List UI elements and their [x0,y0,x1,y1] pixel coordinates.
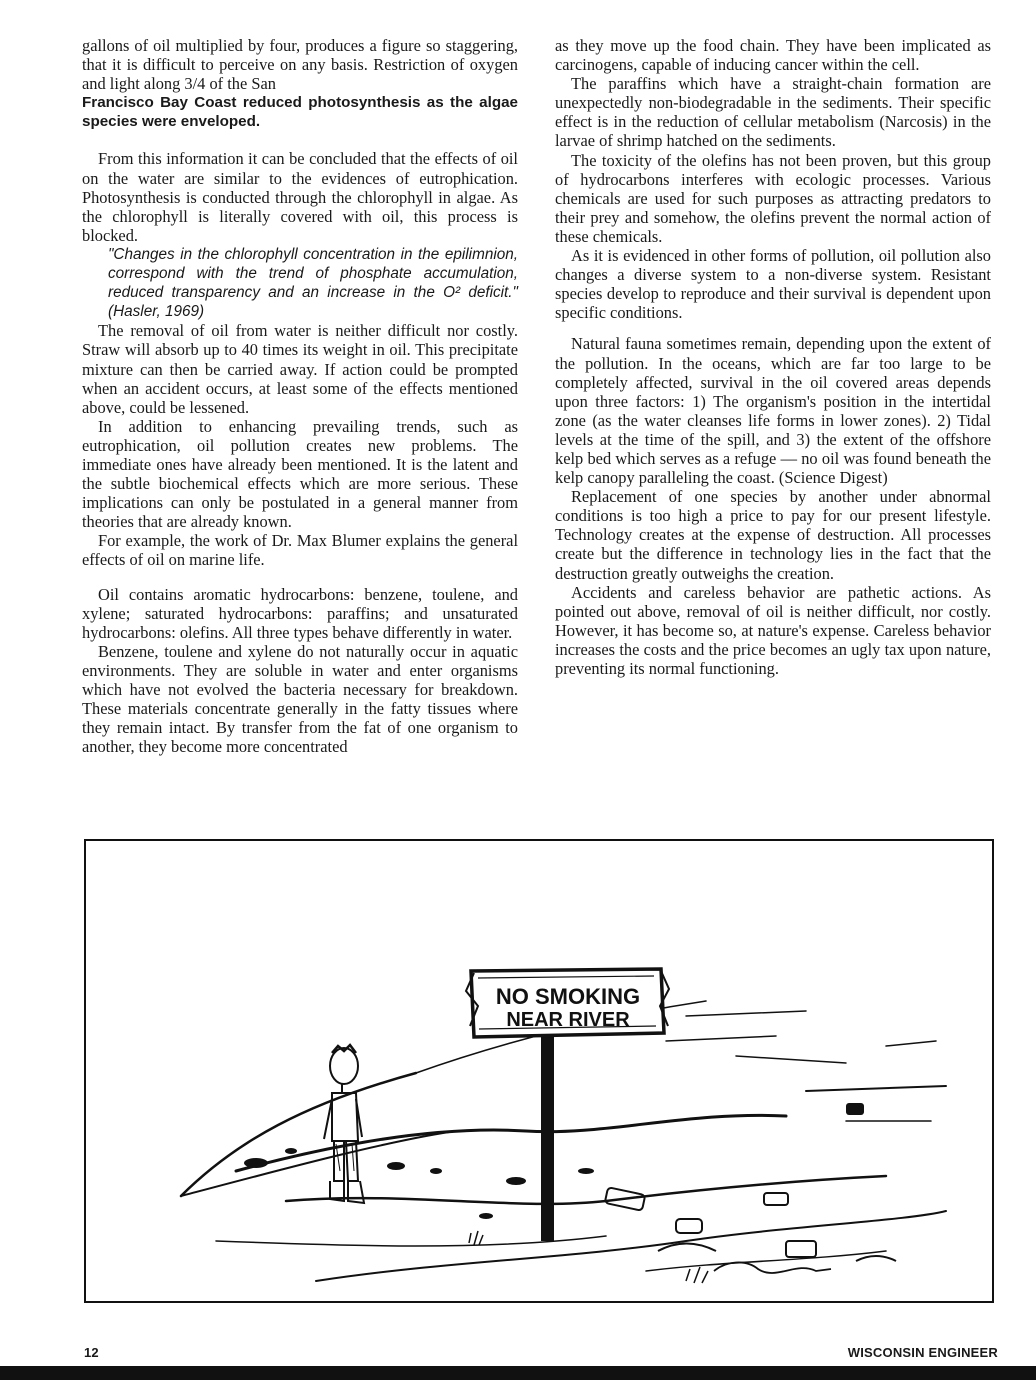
block-quote: "Changes in the chlorophyll concentration in the epilimnion, correspond with the trend of phosphate accumulation, reduced transparency and an increase in the O² deficit." (Hasler, 1969) [108,245,518,321]
paragraph: From this information it can be concluded that the effects of oil on the water are similar to the evidences of eutrophication. Photosynthesis is conducted through the chlorophyll in algae. As the chlorophyll is literally covered with oil, this process is blocked. [82,149,518,245]
boy-figure [324,1045,364,1203]
cartoon-drawing [86,841,991,1300]
paragraph: as they move up the food chain. They have been implicated as carcinogens, capable of inducing cancer within the cell. [555,36,991,75]
paragraph: Benzene, toulene and xylene do not naturally occur in aquatic environments. They are soluble in water and enter organisms which have not evolved the bacteria necessary for breakdown. These materials concentrate generally in the fatty tissues where they remain intact. By transfer from the fat of one organism to another, they become more concentrated [82,641,518,757]
near-bank-line [181,1073,416,1196]
paragraph: Natural fauna sometimes remain, depending upon the extent of the pollution. In the oceans, which are far too large to be completely affected, survival in the oil covered areas depends upon three factors: 1) The organism's position in the intertidal zone (as the water cleanses life forms in lower zones). 2) Tidal levels at the time of the spill, and 3) the extent of the offshore kelp bed which serves as a refuge — no oil was found beneath the kelp canopy paralleling the coast. (Science Digest) [555,334,991,488]
page-number: 12 [84,1345,99,1360]
paragraph: Replacement of one species by another under abnormal conditions is too high a price to pay for our present lifestyle. Technology creates at the expense of destruction. All processes create but the difference in technology lies in the fact that the destruction greatly outweighs the creation. [555,487,991,583]
scan-edge-bar [0,1366,1036,1380]
paragraph: The removal of oil from water is neither difficult nor costly. Straw will absorb up to 40 times its weight in oil. This precipitate mixture can then be carried away. If action could be prompted when an accident occurs, at least some of the effects mentioned above, could be lessened. [82,321,518,417]
paragraph: In addition to enhancing prevailing trends, such as eutrophication, oil pollution creates new problems. The immediate ones have already been mentioned. It is the latent and the subtle biochemical effects which are more serious. These implications can only be postulated in a general manner from theories that are already known. [82,416,518,532]
paragraph: The toxicity of the olefins has not been proven, but this group of hydrocarbons interferes with ecologic processes. Various chemicals are used for such purposes as attracting predators to their prey and somehow, the olefins prevent the normal action of these chemicals. [555,150,991,246]
sign-text-line2: NEAR RIVER [506,1009,630,1031]
paragraph: For example, the work of Dr. Max Blumer explains the general effects of oil on marine life. [82,531,518,570]
sign-text-line1: NO SMOKING [495,984,641,1009]
paragraph: Accidents and careless behavior are pathetic actions. As pointed out above, removal of oil is neither difficult, nor costly. However, it has become so, at nature's expense. Careless behavior increases the costs and the price becomes an ugly tax upon nature, preventing its normal functioning. [555,582,991,678]
right-column [555,36,991,678]
paragraph: gallons of oil multiplied by four, produces a figure so staggering, that it is difficult to perceive on any basis. Restriction of oxygen and light along 3/4 of the San [82,36,518,94]
paragraph: The paraffins which have a straight-chain formation are unexpectedly non-biodegradable in the sediments. Their specific effect is in the reduction of cellular metabolism (Narcosis) in the larvae of shrimp hatched on the sediments. [555,74,991,151]
paragraph: Oil contains aromatic hydrocarbons: benzene, toulene, and xylene; saturated hydrocarbons: paraffins; and unsaturated hydrocarbons: olefins. All three types behave differently in water. [82,584,518,642]
paragraph: Francisco Bay Coast reduced photosynthesis as the algae species were enveloped. [82,94,518,131]
paragraph: As it is evidenced in other forms of pollution, oil pollution also changes a diverse system to a non-diverse system. Resistant species develop to reproduce and their survival is dependent upon specific conditions. [555,246,991,323]
sign-post [541,1016,554,1241]
cartoon-illustration [84,839,994,1303]
left-column [82,36,518,756]
magazine-name: WISCONSIN ENGINEER [847,1345,998,1360]
warning-sign [466,969,669,1037]
far-bank-line [181,1131,456,1196]
